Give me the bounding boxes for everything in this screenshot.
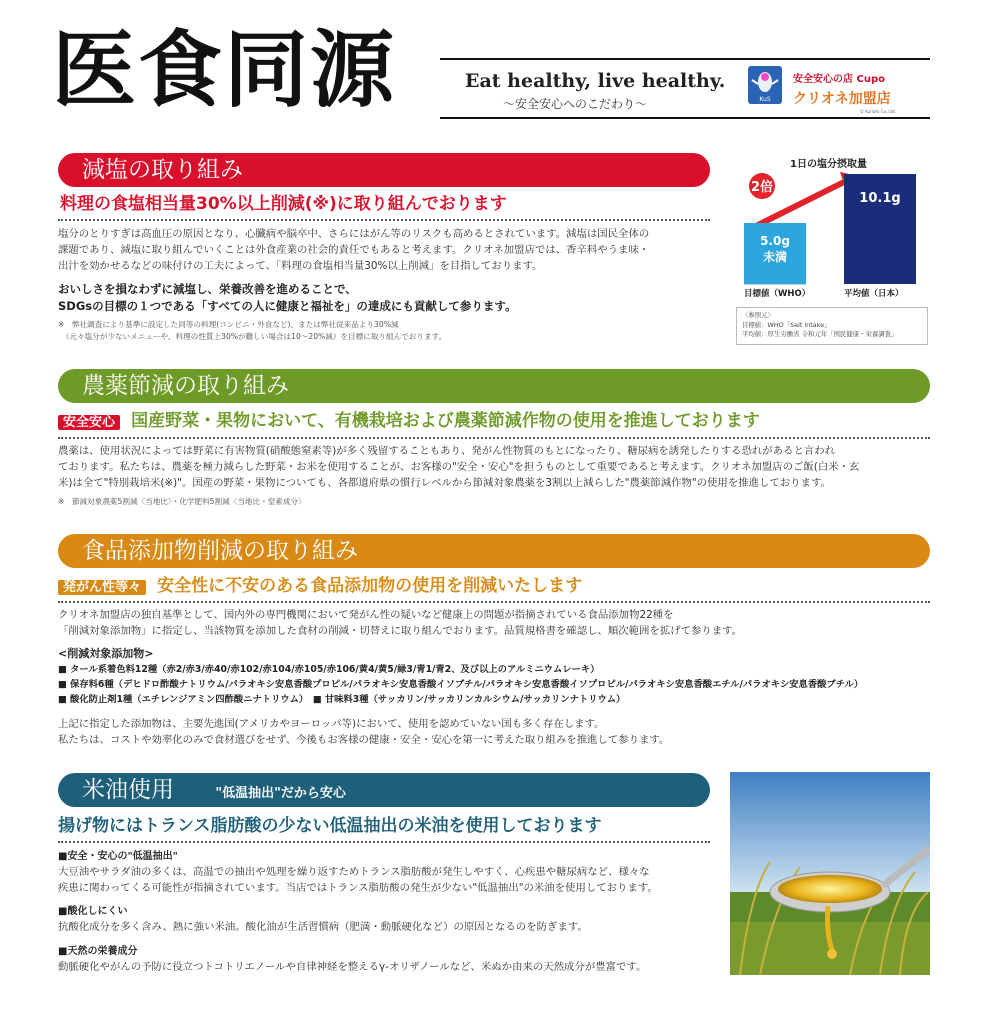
pesticide-body: [58, 443, 859, 491]
pesticide-divider: [58, 437, 930, 439]
oil-item-title: ■酸化しにくい: [58, 906, 128, 917]
salt-body-line: 塩分のとりすぎは高血圧の原因となり、心臓病や脳卒中、さらにはがん等のリスクも高めるとされています。減塩は国民全体の: [58, 228, 650, 240]
salt-note-line: ※ 弊社調査により基準に設定した同等の料理(コンビニ・外食など)、または弊社従来品より30%減: [58, 320, 399, 329]
additive-body: [58, 607, 742, 639]
pesticide-badge: 安全安心: [58, 415, 120, 430]
logo-copyright: © Kuriofu Co.,Ltd.: [860, 109, 896, 114]
salt-divider: [58, 219, 710, 221]
clione-icon: [748, 66, 782, 104]
pesticide-note: ※ 節減対象農薬5割減〈当地比〉・化学肥料5割減〈当地比・窒素成分〉: [58, 497, 306, 506]
oil-heading-tag: "低温抽出"だから安心: [215, 786, 346, 801]
chart-category: 平均値（日本）: [844, 289, 904, 299]
additive-list-heading: <削減対象添加物>: [58, 647, 154, 660]
salt-bold-line: おいしさを損なわずに減塩し、栄養改善を進めることで、: [58, 282, 357, 296]
chart-bar-value-line: 5.0g: [760, 234, 790, 248]
additive-list-item: ■ 保存料6種（デヒドロ酢酸ナトリウム/パラオキシ安息香酸プロピル/パラオキシ安息香酸イソブチル/パラオキシ安息香酸イソプロピル/パラオキシ安息香酸エチル/パラオキシ安息香酸ブチル）: [58, 679, 864, 690]
additive-closing-line: 上記に指定した添加物は、主要先進国(アメリカやヨーロッパ等)において、使用を認めていない国も多く存在します。: [58, 718, 605, 730]
tagline: Eat healthy, live healthy.: [465, 70, 726, 92]
oil-item-title: ■安全・安心の"低温抽出": [58, 851, 178, 862]
oil-item-line: 抗酸化成分を多く含み、熱に強い米油。酸化油が生活習慣病（肥満・動脈硬化など）の原因となるのを防ぎます。: [58, 921, 588, 933]
chart-bar-value-line: 10.1g: [859, 191, 901, 206]
oil-item-line: 動脈硬化やがんの予防に役立つトコトリエノールや自律神経を整えるγ-オリザノールなど、米ぬか由来の天然成分が豊富です。: [58, 961, 647, 973]
additive-divider: [58, 601, 930, 603]
pesticide-body-line: 農薬は、使用状況によっては野菜に有害物質(硝酸態窒素等)が多く残留することもあり、発がん性物質のもとになったり、糖尿病を誘発したりする恐れがあると言われ: [58, 445, 836, 457]
header-rule-top: [440, 58, 930, 60]
chart-reference-line: 平均値：厚生労働省 令和元年「国民健康・栄養調査」: [742, 330, 898, 338]
chart-reference: [736, 307, 928, 345]
salt-body-line: 出汁を効かせるなどの味付けの工夫によって、「料理の食塩相当量30%以上削減」を目指しております。: [58, 260, 543, 272]
chart-bar-label: [844, 191, 916, 207]
logo-line1: 安全安心の店 Cupo: [793, 74, 885, 85]
salt-note-line: （元々塩分が少ないメニューや、料理の性質上30%が難しい場合は10～20%減）を目標に取り組んでおります。: [58, 332, 447, 341]
additive-subheading-row: [58, 575, 582, 599]
additive-body-line: クリオネ加盟店の独自基準として、国内外の専門機関において発がん性の疑いなど健康上の問題が指摘されている食品添加物22種を: [58, 609, 674, 621]
chart-reference-line: 目標値：WHO「Salt intake」: [742, 320, 831, 329]
salt-chart: [736, 168, 928, 286]
additive-body-line: 「削減対象添加物」に指定し、当該物質を添加した食材の削減・切替えに取り組んでおります。品質規格書を確認し、順次範囲を拡げて参ります。: [58, 625, 743, 637]
logo-line2: クリオネ加盟店: [793, 91, 891, 107]
salt-subheading: 料理の食塩相当量30%以上削減(※)に取り組んでおります: [60, 194, 507, 214]
chart-title: 1日の塩分摂取量: [790, 159, 867, 170]
additive-subheading: 安全性に不安のある食品添加物の使用を削減いたします: [157, 576, 583, 596]
salt-notes: [58, 319, 446, 343]
additive-heading: 食品添加物削減の取り組み: [58, 534, 930, 568]
header-rule-bottom: [440, 117, 930, 119]
salt-bold-line: SDGsの目標の１つである「すべての人に健康と福祉を」の達成にも貢献して参ります。: [58, 299, 517, 313]
chart-reference-line: 〈参照元〉: [742, 311, 774, 319]
chart-bar-average: [844, 174, 916, 284]
salt-heading: 減塩の取り組み: [58, 153, 710, 187]
additive-list-item: ■ タール系着色料12種（赤2/赤3/赤40/赤102/赤104/赤105/赤106/黄4/黄5/緑3/青1/青2、及び以上のアルミニウムレーキ）: [58, 664, 600, 675]
svg-text:KuS: KuS: [759, 96, 771, 103]
additive-closing: [58, 716, 669, 748]
additive-closing-line: 私たちは、コストや効率化のみで食材選びをせず、今後もお客様の健康・安全・安心を第一に考えた取り組みを推進して参ります。: [58, 734, 670, 746]
oil-item-line: 疾患に関わってくる可能性が指摘されています。当店ではトランス脂肪酸の発生が少ない"低温抽出"の米油を使用しております。: [58, 882, 658, 894]
page-title: 医食同源: [52, 20, 397, 119]
rice-oil-photo: [730, 772, 930, 975]
additive-list: [58, 662, 863, 707]
pesticide-subheading-row: [58, 410, 760, 434]
chart-category: 目標値（WHO）: [744, 289, 811, 299]
chart-annotation: 2倍: [750, 180, 774, 195]
pesticide-heading: 農薬節減の取り組み: [58, 369, 930, 403]
salt-body: [58, 226, 649, 274]
oil-item-title: ■天然の栄養成分: [58, 946, 138, 957]
oil-heading: 米油使用: [82, 777, 174, 803]
additive-list-item: ■ 酸化防止剤1種（エチレンジアミン四酢酸ニナトリウム） ■ 甘味料3種（サッカリン/サッカリンカルシウム/サッカリンナトリウム）: [58, 694, 626, 705]
chart-baseline: [744, 168, 806, 285]
oil-items: [58, 849, 658, 975]
subtagline: ～安全安心へのこだわり～: [503, 97, 648, 111]
salt-bold: [58, 281, 516, 315]
chart-bar-value-line: 未満: [762, 250, 787, 264]
oil-item-line: 大豆油やサラダ油の多くは、高温での抽出や処理を繰り返すためトランス脂肪酸が発生しやすく、心疾患や糖尿病など、様々な: [58, 866, 650, 878]
oil-heading-band: [58, 773, 710, 807]
additive-badge: 発がん性等々: [58, 580, 146, 595]
oil-subheading: 揚げ物にはトランス脂肪酸の少ない低温抽出の米油を使用しております: [58, 816, 602, 836]
oil-divider: [58, 841, 710, 843]
pesticide-body-line: ております。私たちは、農薬を極力減らした野菜・お米を使用することが、お客様の"安全・安心"を担うものとして重要であると考えます。クリオネ加盟店のご飯(白米・玄: [58, 461, 860, 473]
pesticide-subheading: 国産野菜・果物において、有機栽培および農薬節減作物の使用を推進しております: [131, 411, 760, 431]
pesticide-body-line: 米)は全て"特別栽培米(※)"。国産の野菜・果物についても、各都道府県の慣行レベルから節減対象農薬を3割以上減らした"農薬節減作物"の使用を推進しております。: [58, 477, 831, 489]
salt-body-line: 課題であり、減塩に取り組んでいくことは外食産業の社会的責任でもあると考えます。クリオネ加盟店では、香辛料やうま味・: [58, 244, 650, 256]
